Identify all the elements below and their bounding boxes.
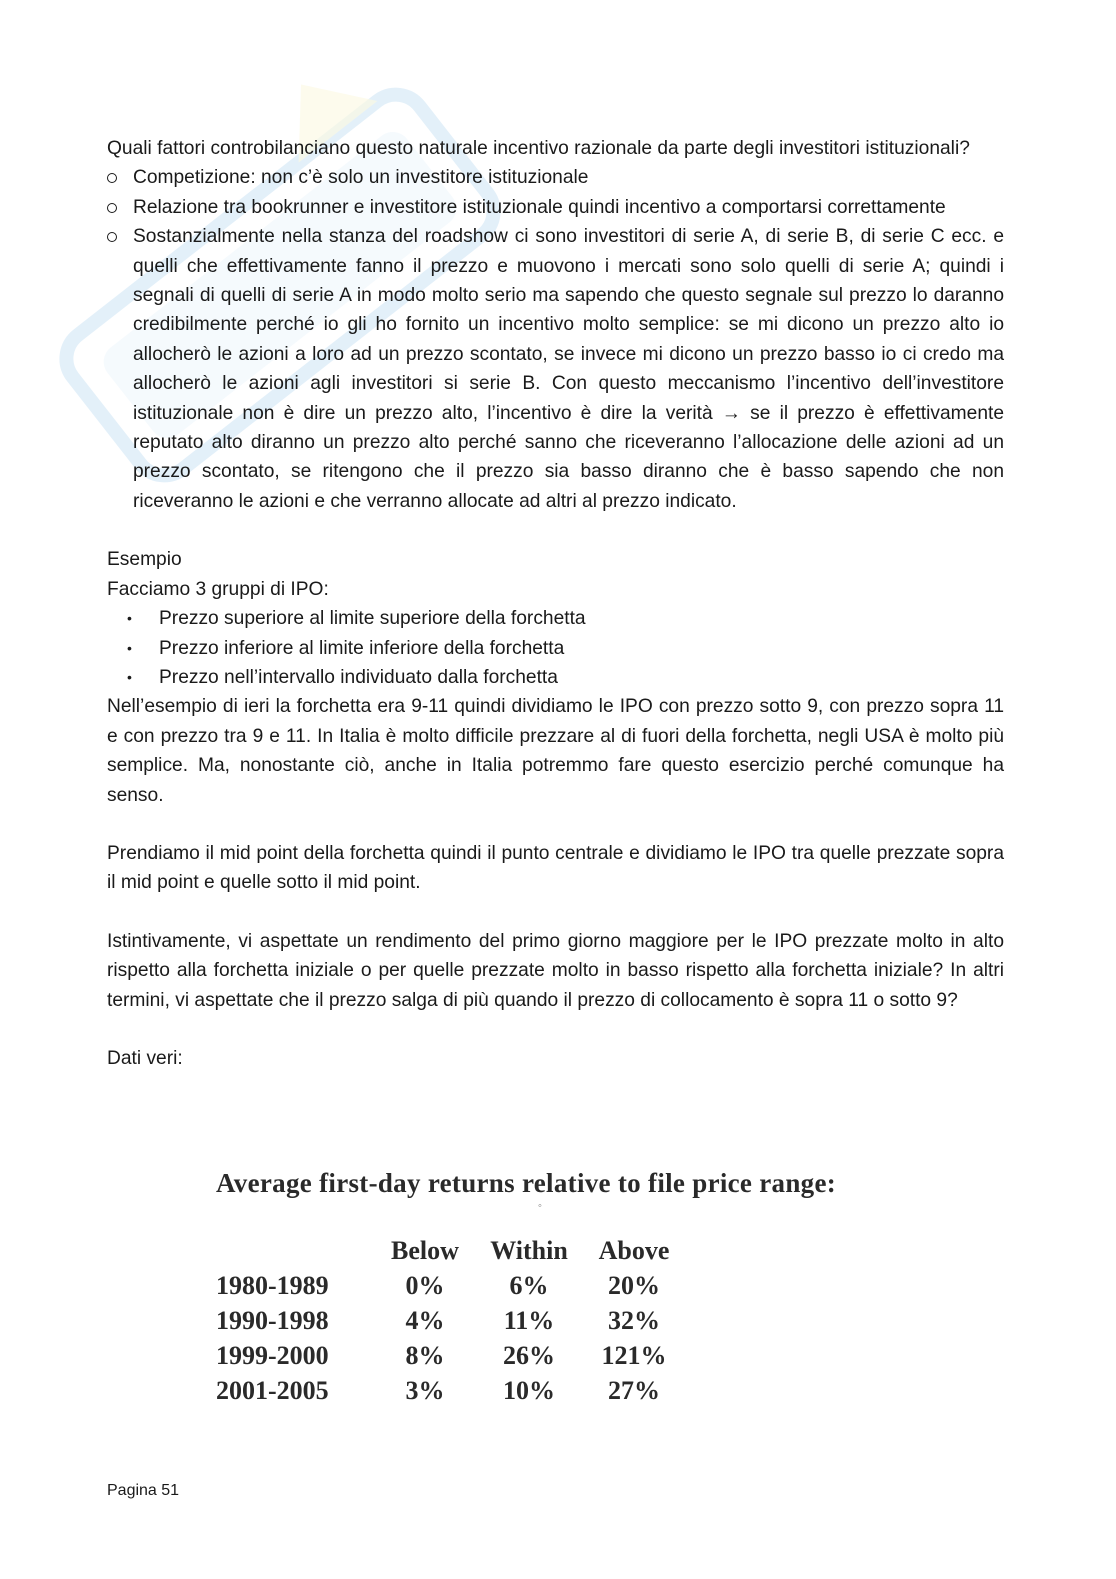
header-within: Within: [490, 1235, 568, 1265]
gruppi-list: [107, 604, 1004, 692]
within-cell: 6%: [509, 1270, 549, 1300]
dati-veri-label: Dati veri:: [107, 1047, 183, 1069]
question-paragraph: Istintivamente, vi aspettate un rendimento del primo giorno maggiore per le IPO prezzate molto in alto rispetto alla forchetta iniziale o per quelle prezzate molto in basso rispetto alla forchetta iniziale? In altri termini, vi aspettate che il prezzo salga di più quando il prezzo di collocamento è sopra 11 o sotto 9?: [107, 930, 1004, 1011]
table-row: [216, 1338, 684, 1373]
list-item: • Prezzo inferiore al limite inferiore della forchetta: [107, 634, 1004, 663]
header-below: Below: [391, 1235, 459, 1265]
period-cell: 1990-1998: [216, 1305, 329, 1335]
page-number: Pagina 51: [107, 1482, 180, 1499]
table-title: Average first-day returns relative to file price range:: [216, 1168, 837, 1198]
header-above: Above: [598, 1235, 670, 1265]
main-text: [107, 134, 1004, 1073]
below-cell: 0%: [405, 1270, 445, 1300]
table-row: [216, 1268, 684, 1303]
table-row: [216, 1373, 684, 1408]
below-cell: 3%: [405, 1375, 445, 1405]
list-item: Sostanzialmente nella stanza del roadshow ci sono investitori di serie A, di serie B, di serie C ecc. e quelli che effettivamente fanno il prezzo e muovono i mercati sono solo quelli di serie A; quindi i segnali di quelli di serie A in modo molto serio ma sapendo che questo segnale sul prezzo lo daranno credibilmente perché io gli ho fornito un incentivo molto semplice: se mi dicono un prezzo alto io allocherò le azioni a loro ad un prezzo scontato, se invece mi dicono un prezzo basso io ci credo ma allocherò le azioni agli investitori si serie B. Con questo meccanismo l’incentivo dell’investitore istituzionale non è dire un prezzo alto, l’incentivo è dire la verità → se il prezzo è effettivamente reputato alto diranno un prezzo alto perché sanno che riceveranno l’allocazione delle azioni ad un prezzo scontato, se ritengono che il prezzo sia basso diranno che è basso sapendo che non riceveranno le azioni e che verranno allocate ad altri al prezzo indicato.: [107, 222, 1004, 516]
header-empty: [216, 1233, 376, 1268]
intro-paragraph: Quali fattori controbilanciano questo naturale incentivo razionale da parte degli investitori istituzionali?: [107, 138, 970, 159]
above-cell: 121%: [601, 1340, 667, 1370]
factors-list: [107, 163, 1004, 516]
above-cell: 27%: [608, 1375, 660, 1405]
within-cell: 26%: [503, 1340, 555, 1370]
below-cell: 4%: [405, 1305, 445, 1335]
above-cell: 20%: [608, 1270, 660, 1300]
midpoint-paragraph: Prendiamo il mid point della forchetta quindi il punto centrale e dividiamo le IPO tra quelle prezzate sopra il mid point e quelle sotto il mid point.: [107, 842, 1004, 894]
period-cell: 1980-1989: [216, 1270, 329, 1300]
table-row: [216, 1303, 684, 1338]
table-header-row: [216, 1233, 684, 1268]
returns-table-image: [216, 1168, 916, 1408]
within-cell: 10%: [503, 1375, 555, 1405]
period-cell: 2001-2005: [216, 1375, 329, 1405]
period-cell: 1999-2000: [216, 1340, 329, 1370]
esempio-heading: Esempio: [107, 549, 182, 571]
below-cell: 8%: [405, 1340, 445, 1370]
gruppi-intro: Facciamo 3 gruppi di IPO:: [107, 578, 329, 600]
within-cell: 11%: [503, 1305, 555, 1335]
list-item: Competizione: non c’è solo un investitore istituzionale: [107, 163, 1004, 192]
list-item: • Prezzo superiore al limite superiore della forchetta: [107, 604, 1004, 633]
above-cell: 32%: [608, 1305, 660, 1335]
list-item: • Prezzo nell’intervallo individuato dalla forchetta: [107, 663, 1004, 692]
esempio-paragraph: Nell’esempio di ieri la forchetta era 9-11 quindi dividiamo le IPO con prezzo sotto 9, con prezzo sopra 11 e con prezzo tra 9 e 11. In Italia è molto difficile prezzare al di fuori della forchetta, negli USA è molto più semplice. Ma, nonostante ciò, anche in Italia potremmo fare questo esercizio perché comunque ha senso.: [107, 696, 1004, 806]
list-item: Relazione tra bookrunner e investitore istituzionale quindi incentivo a comportarsi correttamente: [107, 193, 1004, 222]
returns-table: [216, 1233, 684, 1408]
stray-mark-icon: ◦: [538, 1200, 542, 1212]
